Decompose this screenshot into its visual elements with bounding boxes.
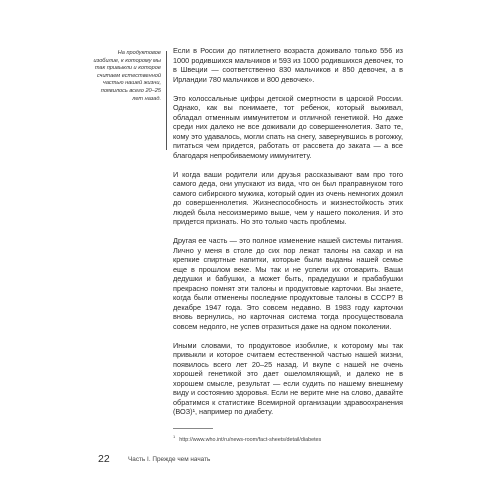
- paragraph-4: Другая ее часть — это полное изменение нашей системы питания. Лично у меня в столе до сих пор лежат талоны на сахар и на крепкие спиртные напитки, которые были выданы нашей семье еще в прошлом веке. Мы так и не успели их отоварить. Ваши дедушки и бабушки, а может быть, прадедушки и прабабушки прекрасно помнят эти талоны и продуктовые карточки. Вы знаете, когда были отменены последние продуктовые талоны в СССР? В декабре 1947 года. Это совсем недавно. В 1983 году карточки вновь вернулись, но карточная система тогда просуществовала совсем недолго, не успев отразиться даже на одном поколении.: [173, 236, 403, 331]
- paragraph-3: И когда ваши родители или друзья рассказывают вам про того самого деда, они упускают из вида, что он был праправнуком того самого сибирского мужика, который один из очень немногих дожил до совершеннолетия. Жизнеспособность и жизнестойкость этих людей была несоизмеримо выше, чем у нашего поколения. И это придется признать. Но это только часть проблемы.: [173, 169, 403, 226]
- paragraph-1: Если в России до пятилетнего возраста доживало только 556 из 1000 родившихся мальчиков и 593 из 1000 родившихся девочек, то в Швеции — соответственно 830 мальчиков и 850 девочек, а в Ирландии 780 мальчиков и 800 девочек».: [173, 46, 403, 84]
- running-head: Часть I. Прежде чем начать: [128, 456, 211, 463]
- paragraph-2: Это колоссальные цифры детской смертности в царской России. Однако, как вы понимаете, тот ребенок, который выживал, обладал отменным иммунитетом и отличной генетикой. Но даже среди них далеко не все доживали до совершеннолетия. Зато те, кому это удавалось, могли спать на снегу, завернувшись в рогожку, питаться чем придется, работать от рассвета до заката — а все благодаря непробиваемому иммунитету.: [173, 93, 403, 160]
- paragraph-5: Иными словами, то продуктовое изобилие, к которому мы так привыкли и которое считаем естественной частью нашей жизни, появилось всего лет 20–25 назад. И вкупе с нашей не очень хорошей генетикой это дает ошеломляющий, и далеко не в хорошем смысле, результат — если судить по нашему внешнему виду и состоянию здоровья. Если не верите мне на слово, давайте обратимся к статистике Всемирной организации здравоохранения (ВОЗ)¹, например по диабету.: [173, 340, 403, 416]
- main-text: [173, 46, 403, 426]
- margin-note-rule: [166, 51, 167, 150]
- footnote-rule: [173, 428, 213, 429]
- footnote-link[interactable]: http://www.who.int/ru/news-room/fact-sheets/detail/diabetes: [179, 436, 322, 443]
- margin-note: На продуктовое изобилие, к которому мы так привыкли и которое считаем естественной частью нашей жизни, появилось всего 20–25 лет назад.: [93, 50, 161, 102]
- page-number: 22: [98, 453, 110, 465]
- footnote: [173, 433, 403, 444]
- footnote-marker: 1: [173, 434, 176, 439]
